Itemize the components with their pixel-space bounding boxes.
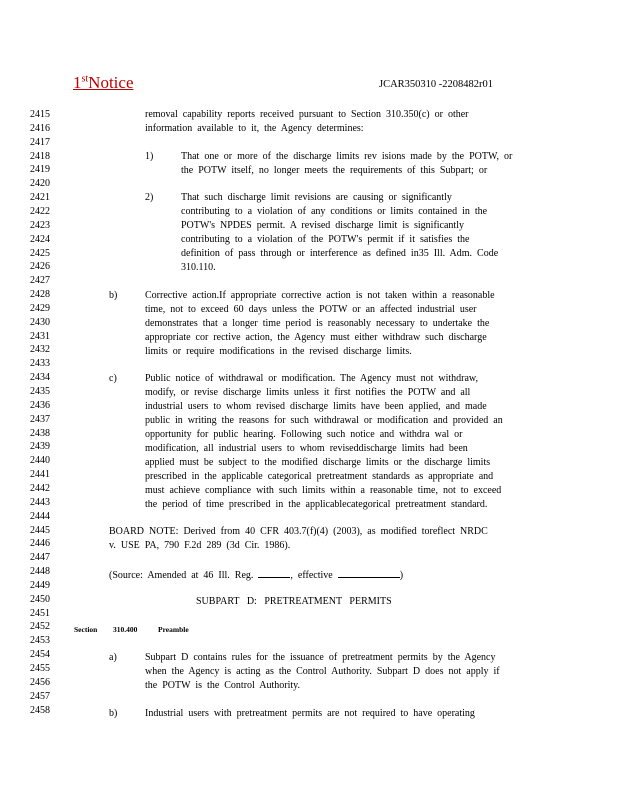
subsection-c-line-5: opportunity for public hearing. Following such notice and withdra wal or [145, 429, 463, 440]
subsection-c-line-4: public in writing the reasons for such withdrawal or modification and provided an [145, 415, 503, 426]
section-number: 310.400 [113, 625, 138, 634]
subsection-a2-line-1: Subpart D contains rules for the issuance of pretreatment permits by the Agency [145, 652, 496, 663]
line-number: 2445 [30, 524, 50, 536]
line-number: 2434 [30, 372, 50, 384]
line-number: 2442 [30, 482, 50, 494]
board-note-line-2: v. USE PA, 790 F.2d 289 (3d Cir. 1986). [109, 540, 291, 551]
subsection-b-marker: b) [109, 290, 118, 301]
subsection-b-line-5: limits or require modifications in the revised discharge limits. [145, 346, 412, 357]
line-number: 2447 [30, 552, 50, 564]
line-number: 2455 [30, 663, 50, 674]
line-number: 2422 [30, 205, 50, 217]
subsection-c-line-8: prescribed in the applicable categorical pretreatment standards as appropriate and [145, 471, 494, 482]
subsection-c-line-10: the period of time prescribed in the applicablecategorical pretreatment standard. [145, 499, 488, 510]
intro-line-1: removal capability reports received pursuant to Section 310.350(c) or other [145, 109, 469, 120]
subsection-b-line-3: demonstrates that a longer time period is reasonably necessary to undertake the [145, 318, 490, 329]
line-number: 2448 [30, 566, 50, 578]
line-number: 2457 [30, 690, 50, 702]
subsection-c-line-1: Public notice of withdrawal or modification. The Agency must not withdraw, [145, 373, 478, 384]
subsection-a2-line-3: the POTW is the Control Authority. [145, 680, 300, 691]
subpart-heading: SUBPART D: PRETREATMENT PERMITS [196, 596, 392, 607]
line-number: 2421 [30, 192, 50, 204]
source-note: (Source: Amended at 46 Ill. Reg. , effective ) [109, 567, 403, 583]
subsection-c-marker: c) [109, 373, 117, 384]
line-number: 2443 [30, 496, 50, 508]
effective-date-blank [338, 567, 400, 578]
line-number: 2458 [30, 704, 50, 716]
subsection-b2-line-1: Industrial users with pretreatment permits are not required to have operating [145, 708, 475, 719]
line-number: 2417 [30, 136, 50, 148]
subsection-b-line-4: appropriate cor rective action, the Agency must either withdraw such discharge [145, 332, 487, 343]
line-number: 2423 [30, 219, 50, 231]
subsection-a2-line-2: when the Agency is acting as the Control Authority. Subpart D does not apply if [145, 666, 500, 677]
item-1-marker: 1) [145, 151, 154, 162]
subsection-c-line-3: industrial users to whom revised discharge limits have been applied, and made [145, 401, 487, 412]
item-2-line-6: 310.110. [181, 262, 216, 273]
item-2-line-1: That such discharge limit revisions are causing or significantly [181, 192, 452, 203]
line-number: 2437 [30, 413, 50, 425]
subsection-c-line-7: applied must be subject to the modified discharge limits or the discharge limits [145, 457, 491, 468]
document-id: JCAR350310 -2208482r01 [379, 79, 494, 90]
line-number: 2441 [30, 469, 50, 481]
section-title: Preamble [158, 625, 189, 634]
line-number: 2452 [30, 621, 50, 633]
line-number: 2439 [30, 441, 50, 453]
board-note-line-1: BOARD NOTE: Derived from 40 CFR 403.7(f)(4) (2003), as modified toreflect NRDC [109, 526, 488, 537]
line-number: 2427 [30, 275, 50, 287]
line-number: 2431 [30, 330, 50, 342]
item-2-line-4: contributing to a violation of the POTW's permit if it satisfies the [181, 234, 470, 245]
line-number: 2418 [30, 150, 50, 162]
item-2-line-5: definition of pass through or interference as defined in35 Ill. Adm. Code [181, 248, 499, 259]
line-number: 2440 [30, 455, 50, 467]
line-number: 2446 [30, 538, 50, 550]
line-number: 2456 [30, 676, 50, 688]
line-number: 2419 [30, 164, 50, 176]
line-number: 2451 [30, 607, 50, 619]
line-number: 2430 [30, 316, 50, 328]
line-number: 2436 [30, 399, 50, 411]
line-number: 2454 [30, 649, 50, 661]
line-number: 2433 [30, 358, 50, 370]
line-number: 2425 [30, 247, 50, 259]
section-label: Section [74, 625, 98, 634]
line-number: 2415 [30, 109, 50, 120]
subsection-c-line-9: must achieve compliance with such limits within a reasonable time, not to exceed [145, 485, 502, 496]
line-number: 2438 [30, 427, 50, 439]
notice-label: 1stNotice [73, 73, 134, 92]
subsection-c-line-6: modification, all industrial users to whom reviseddischarge limits had been [145, 443, 468, 454]
line-number: 2444 [30, 510, 50, 522]
item-1-line-1: That one or more of the discharge limits rev isions made by the POTW, or [181, 151, 513, 162]
register-blank [258, 567, 290, 578]
subsection-a2-marker: a) [109, 652, 117, 663]
subsection-c-line-2: modify, or revise discharge limits unless it first notifies the POTW and all [145, 387, 471, 398]
line-number: 2429 [30, 302, 50, 314]
line-number: 2453 [30, 635, 50, 647]
item-1-line-2: the POTW itself, no longer meets the requirements of this Subpart; or [181, 165, 488, 176]
intro-line-2: information available to it, the Agency determines: [145, 123, 364, 134]
subsection-b2-marker: b) [109, 708, 118, 719]
line-number: 2424 [30, 233, 50, 245]
item-2-line-3: POTW's NPDES permit. A revised discharge limit is significantly [181, 220, 464, 231]
subsection-b-line-2: time, not to exceed 60 days unless the POTW or an affected industrial user [145, 304, 477, 315]
line-number: 2435 [30, 386, 50, 397]
line-number: 2449 [30, 579, 50, 591]
line-number: 2416 [30, 122, 50, 134]
line-number: 2420 [30, 178, 50, 190]
line-number: 2428 [30, 289, 50, 301]
subsection-b-line-1: Corrective action.If appropriate corrective action is not taken within a reasonable [145, 290, 495, 301]
line-number: 2432 [30, 344, 50, 356]
item-2-line-2: contributing to a violation of any conditions or limits contained in the [181, 206, 488, 217]
line-number: 2426 [30, 261, 50, 273]
line-number: 2450 [30, 593, 50, 605]
item-2-marker: 2) [145, 192, 154, 203]
